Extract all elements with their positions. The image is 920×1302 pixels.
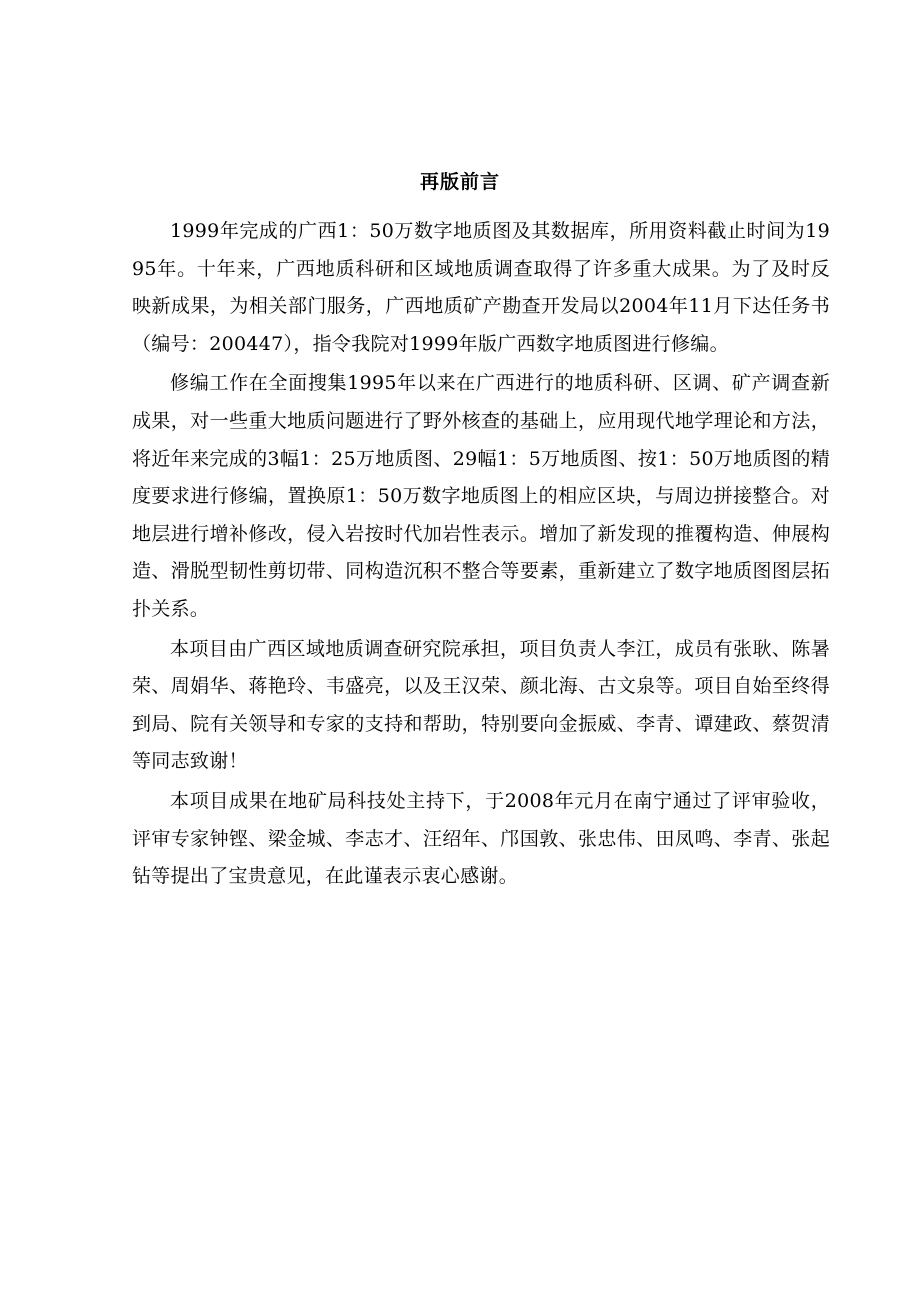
paragraph-3: 本项目由广西区域地质调查研究院承担，项目负责人李江，成员有张耿、陈暑荣、周娟华、蒋艳玲、韦盛亮，以及王汉荣、颜北海、古文泉等。项目自始至终得到局、院有关领导和专家的支持和帮助，特别要向金振威、李青、谭建政、蔡贺清等同志致谢！: [132, 637, 830, 773]
paragraph-4: 本项目成果在地矿局科技处主持下，于2008年元月在南宁通过了评审验收，评审专家钟铿、梁金城、李志才、汪绍年、邝国敦、张忠伟、田凤鸣、李青、张起钻等提出了宝贵意见，在此谨表示衷心感谢。: [132, 789, 830, 888]
paragraph-1: 1999年完成的广西1：50万数字地质图及其数据库，所用资料截止时间为1995年。十年来，广西地质科研和区域地质调查取得了许多重大成果。为了及时反映新成果，为相关部门服务，广西地质矿产勘查开发局以2004年11月下达任务书（编号：200447），指令我院对1999年版广西数字地质图进行修编。: [132, 220, 830, 355]
page-title: 再版前言: [419, 171, 500, 193]
document-body: [132, 213, 830, 898]
paragraph-2: 修编工作在全面搜集1995年以来在广西进行的地质科研、区调、矿产调查新成果，对一些重大地质问题进行了野外核查的基础上，应用现代地学理论和方法，将近年来完成的3幅1：25万地质图、29幅1：5万地质图、按1：50万地质图的精度要求进行修编，置换原1：50万数字地质图上的相应区块，与周边拼接整合。对地层进行增补修改，侵入岩按时代加岩性表示。增加了新发现的推覆构造、伸展构造、滑脱型韧性剪切带、同构造沉积不整合等要素，重新建立了数字地质图图层拓扑关系。: [132, 372, 830, 620]
